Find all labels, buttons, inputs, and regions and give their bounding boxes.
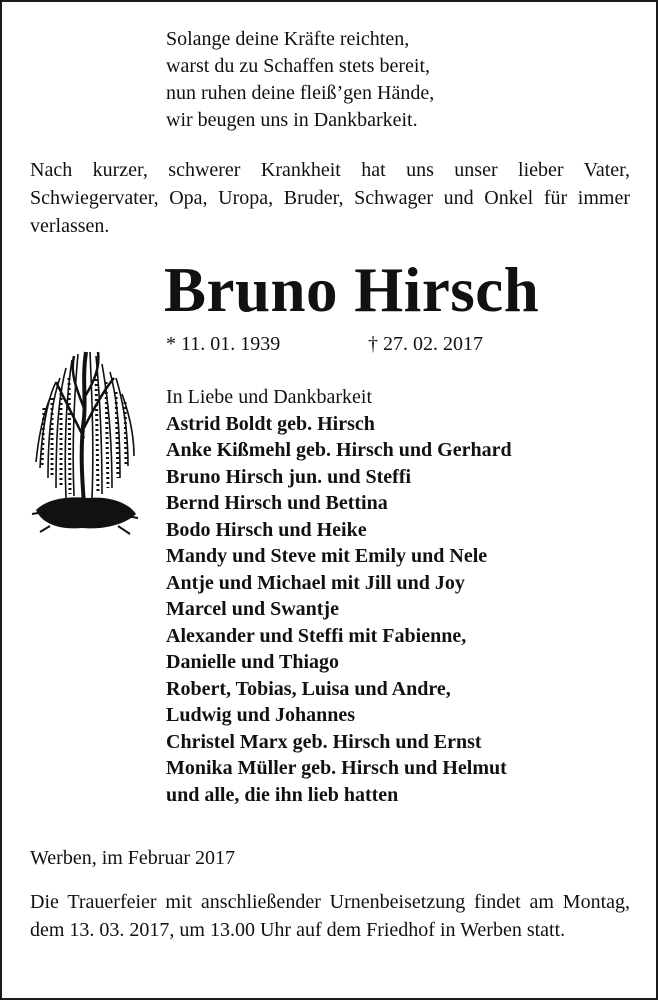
mourners-lead: In Liebe und Dankbarkeit	[166, 386, 373, 408]
mourner-name: und alle, die ihn lieb hatten	[166, 783, 399, 806]
mourner-name: Bruno Hirsch jun. und Steffi	[166, 465, 412, 488]
mourner-name: Marcel und Swantje	[166, 598, 339, 620]
mourner-name: Bodo Hirsch und Heike	[166, 518, 367, 541]
funeral-info: Die Trauerfeier mit anschließender Urnenbeisetzung findet am Montag, dem 13. 03. 2017, um 13.00 Uhr auf dem Friedhof in Werben statt.	[30, 891, 630, 941]
poem-line: nun ruhen deine fleiß’gen Hände,	[166, 82, 435, 104]
life-dates	[166, 330, 566, 358]
poem-line: wir beugen uns in Dankbarkeit.	[166, 109, 418, 131]
mourner-name: Monika Müller geb. Hirsch und Helmut	[166, 757, 507, 779]
mourner-name: Alexander und Steffi mit Fabienne,	[166, 624, 467, 647]
death-date: † 27. 02. 2017	[368, 333, 483, 355]
mourner-name: Robert, Tobias, Luisa und Andre,	[166, 677, 451, 700]
mourners-list	[166, 384, 512, 808]
poem-line: warst du zu Schaffen stets bereit,	[166, 55, 430, 77]
mourner-name: Danielle und Thiago	[166, 651, 340, 673]
mourner-name: Antje und Michael mit Jill und Joy	[166, 571, 465, 594]
mourner-name: Ludwig und Johannes	[166, 704, 355, 726]
memorial-poem	[166, 26, 434, 134]
mourner-name: Anke Kißmehl geb. Hirsch und Gerhard	[166, 439, 512, 461]
poem-line: Solange deine Kräfte reichten,	[166, 28, 410, 50]
mourner-name: Christel Marx geb. Hirsch und Ernst	[166, 730, 482, 753]
mourner-name: Astrid Boldt geb. Hirsch	[166, 412, 375, 435]
birth-date: * 11. 01. 1939	[166, 333, 281, 355]
deceased-name: Bruno Hirsch	[164, 255, 540, 325]
place-date: Werben, im Februar 2017	[30, 847, 235, 869]
mourner-name: Bernd Hirsch und Bettina	[166, 492, 388, 514]
weeping-willow-icon	[30, 338, 140, 538]
intro-text: Nach kurzer, schwerer Krankheit hat uns unser lieber Vater, Schwiegervater, Opa, Uropa, Bruder, Schwager und Onkel für immer verlassen.	[30, 159, 630, 237]
mourner-name: Mandy und Steve mit Emily und Nele	[166, 545, 488, 567]
